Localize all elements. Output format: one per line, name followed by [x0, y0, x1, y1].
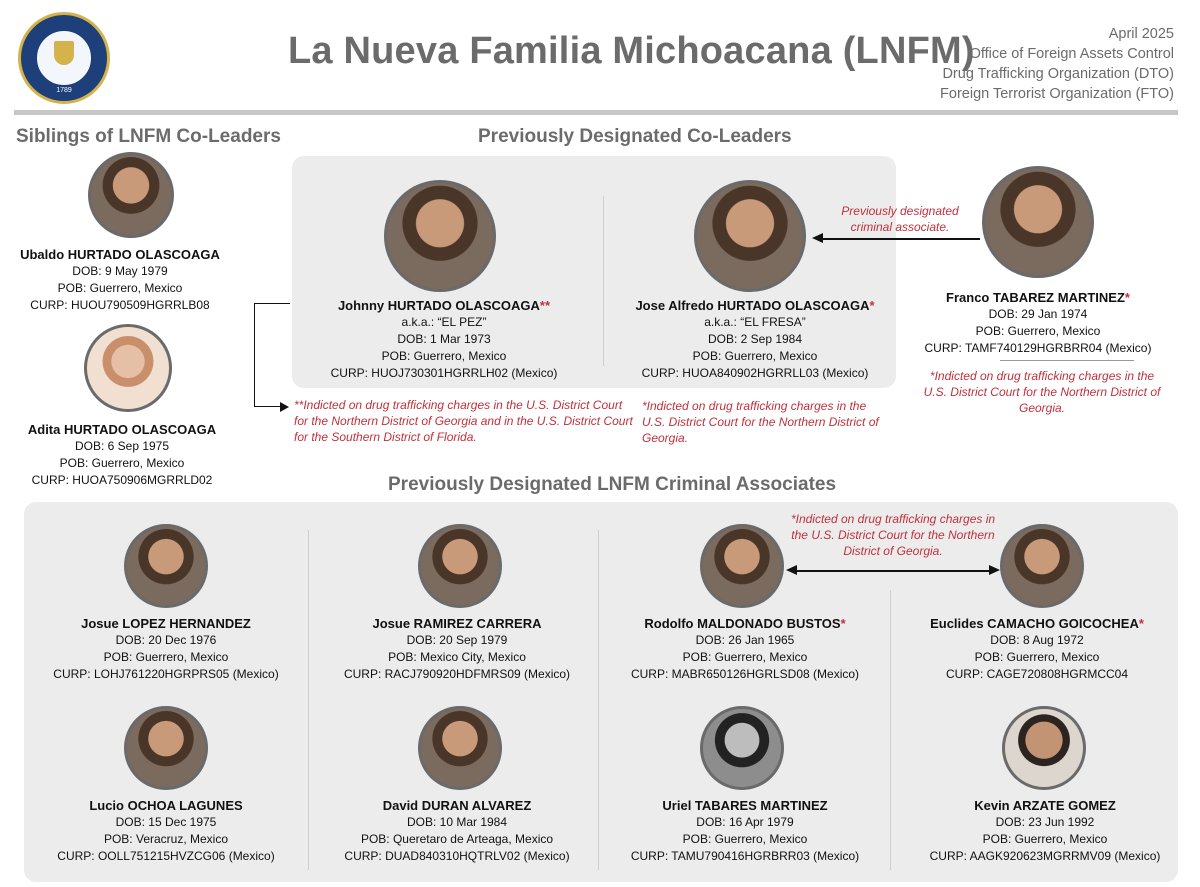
arrow-head-icon — [812, 233, 823, 243]
indictment-marker: * — [1138, 616, 1144, 631]
indictment-note-franco: *Indicted on drug trafficking charges in the U.S. District Court for the Northern District of Georgia. — [923, 369, 1161, 415]
indictment-marker: * — [869, 298, 875, 313]
person-dob: DOB: 23 Jun 1992 — [995, 815, 1095, 829]
header-date: April 2025 — [1108, 26, 1174, 42]
indictment-note-jose: *Indicted on drug trafficking charges in the U.S. District Court for the Northern District of Georgia. — [642, 399, 879, 445]
sibling-card — [0, 421, 244, 489]
person-pob: POB: Guerrero, Mexico — [975, 324, 1101, 338]
person-curp: CURP: HUOA750906MGRRLD02 — [31, 473, 213, 487]
person-pob: POB: Guerrero, Mexico — [974, 650, 1100, 664]
person-pob: POB: Guerrero, Mexico — [682, 650, 808, 664]
coleader-card — [610, 297, 900, 382]
person-name: Kevin ARZATE GOMEZ — [974, 798, 1116, 813]
person-name: Jose Alfredo HURTADO OLASCOAGA — [635, 298, 870, 313]
associate-photo — [124, 706, 208, 790]
person-pob: POB: Veracruz, Mexico — [103, 832, 229, 846]
person-curp: CURP: HUOU790509HGRRLB08 — [30, 298, 210, 312]
associate-card — [28, 615, 304, 683]
seal-year: 1789 — [56, 87, 72, 94]
header-info — [940, 24, 1174, 104]
panel-divider — [890, 590, 891, 870]
coleader-photo — [694, 180, 806, 292]
person-dob: DOB: 29 Jan 1974 — [988, 307, 1088, 321]
associate-photo — [1002, 706, 1086, 790]
associate-photo — [982, 166, 1094, 278]
associate-photo — [124, 524, 208, 608]
arrow-head-icon — [989, 565, 1000, 575]
associate-arrow-note: Previously designated criminal associate. — [841, 204, 959, 234]
indictment-note-associates: *Indicted on drug trafficking charges in the U.S. District Court for the Northern District of Georgia. — [790, 512, 996, 558]
sibling-card — [0, 246, 240, 314]
coleader-card — [296, 297, 592, 382]
person-curp: CURP: RACJ790920HDFMRS09 (Mexico) — [343, 667, 571, 681]
header-designation-dto: Drug Trafficking Organization (DTO) — [942, 66, 1174, 82]
associate-photo — [700, 524, 784, 608]
person-pob: POB: Guerrero, Mexico — [692, 349, 818, 363]
arrow-head-icon — [280, 402, 289, 412]
associate-card — [312, 615, 602, 683]
person-name: Adita HURTADO OLASCOAGA — [27, 422, 217, 437]
person-pob: POB: Guerrero, Mexico — [59, 456, 185, 470]
person-name: Josue RAMIREZ CARRERA — [372, 616, 542, 631]
person-curp: CURP: HUOA840902HGRRLL03 (Mexico) — [641, 366, 869, 380]
person-curp: CURP: TAMU790416HGRBRR03 (Mexico) — [630, 849, 860, 863]
person-name: Josue LOPEZ HERNANDEZ — [81, 616, 251, 631]
person-pob: POB: Queretaro de Arteaga, Mexico — [360, 832, 554, 846]
person-curp: CURP: MABR650126HGRLSD08 (Mexico) — [630, 667, 860, 681]
underline-divider — [1000, 360, 1134, 361]
person-aka: a.k.a.: “EL FRESA” — [704, 315, 806, 329]
header-divider — [14, 110, 1178, 115]
associate-photo — [700, 706, 784, 790]
person-dob: DOB: 15 Dec 1975 — [115, 815, 217, 829]
person-curp: CURP: OOLL751215HVZCG06 (Mexico) — [57, 849, 275, 863]
associate-photo — [418, 524, 502, 608]
panel-divider — [603, 196, 604, 366]
associate-card — [604, 797, 886, 865]
person-dob: DOB: 20 Sep 1979 — [406, 633, 508, 647]
sibling-photo — [84, 324, 172, 412]
person-pob: POB: Guerrero, Mexico — [57, 281, 183, 295]
associate-card — [312, 797, 602, 865]
person-name: Uriel TABARES MARTINEZ — [662, 798, 828, 813]
person-curp: CURP: CAGE720808HGRMCC04 — [945, 667, 1129, 681]
person-pob: POB: Guerrero, Mexico — [103, 650, 229, 664]
person-pob: POB: Guerrero, Mexico — [682, 832, 808, 846]
person-curp: CURP: LOHJ761220HGRPRS05 (Mexico) — [53, 667, 279, 681]
associate-photo — [1000, 524, 1084, 608]
person-name: David DURAN ALVAREZ — [382, 798, 532, 813]
person-name: Franco TABAREZ MARTINEZ — [946, 290, 1125, 305]
indictment-note-johnny: **Indicted on drug trafficking charges in the U.S. District Court for the Northern District of Georgia and in the U.S. District Court for the Southern District of Florida. — [294, 398, 633, 444]
associate-card — [604, 615, 886, 683]
section-title-siblings: Siblings of LNFM Co-Leaders — [16, 126, 281, 147]
header-office: Office of Foreign Assets Control — [969, 46, 1174, 62]
person-name: Johnny HURTADO OLASCOAGA — [337, 298, 540, 313]
person-curp: CURP: DUAD840310HQTRLV02 (Mexico) — [344, 849, 570, 863]
person-dob: DOB: 9 May 1979 — [72, 264, 168, 278]
connector-line — [254, 406, 282, 407]
sibling-photo — [88, 152, 174, 238]
arrow-line — [822, 238, 980, 240]
panel-divider — [308, 530, 309, 870]
person-dob: DOB: 6 Sep 1975 — [74, 439, 170, 453]
header-designation-fto: Foreign Terrorist Organization (FTO) — [940, 86, 1174, 102]
section-title-associates: Previously Designated LNFM Criminal Associates — [388, 474, 837, 495]
associate-photo — [418, 706, 502, 790]
person-dob: DOB: 1 Mar 1973 — [397, 332, 491, 346]
person-dob: DOB: 2 Sep 1984 — [707, 332, 803, 346]
person-name: Euclides CAMACHO GOICOCHEA — [930, 616, 1139, 631]
person-pob: POB: Guerrero, Mexico — [982, 832, 1108, 846]
person-dob: DOB: 10 Mar 1984 — [406, 815, 508, 829]
arrow-line — [796, 570, 990, 572]
coleader-photo — [384, 180, 496, 292]
indictment-marker: * — [1124, 290, 1130, 305]
person-name: Rodolfo MALDONADO BUSTOS — [644, 616, 841, 631]
person-name: Ubaldo HURTADO OLASCOAGA — [20, 247, 220, 262]
person-dob: DOB: 26 Jan 1965 — [695, 633, 795, 647]
person-dob: DOB: 8 Aug 1972 — [990, 633, 1084, 647]
section-title-coleaders: Previously Designated Co-Leaders — [478, 126, 792, 147]
person-curp: CURP: TAMF740129HGRBRR04 (Mexico) — [924, 341, 1152, 355]
indictment-marker: ** — [539, 298, 551, 313]
person-name: Lucio OCHOA LAGUNES — [89, 798, 243, 813]
shield-icon — [54, 41, 74, 65]
treasury-seal-logo — [18, 12, 110, 104]
person-curp: CURP: HUOJ730301HGRRLH02 (Mexico) — [330, 366, 558, 380]
page-title: La Nueva Familia Michoacana (LNFM) — [288, 30, 975, 72]
person-pob: POB: Mexico City, Mexico — [388, 650, 526, 664]
person-curp: CURP: AAGK920623MGRRMV09 (Mexico) — [929, 849, 1161, 863]
person-dob: DOB: 20 Dec 1976 — [115, 633, 217, 647]
connector-line — [254, 303, 290, 304]
person-aka: a.k.a.: “EL PEZ” — [401, 315, 487, 329]
arrow-head-icon — [786, 565, 797, 575]
associate-card — [896, 797, 1194, 865]
indictment-marker: * — [840, 616, 846, 631]
associate-card — [28, 797, 304, 865]
connector-line — [254, 303, 255, 407]
associate-card — [896, 615, 1178, 683]
person-pob: POB: Guerrero, Mexico — [381, 349, 507, 363]
person-dob: DOB: 16 Apr 1979 — [696, 815, 794, 829]
associate-card — [900, 289, 1176, 357]
